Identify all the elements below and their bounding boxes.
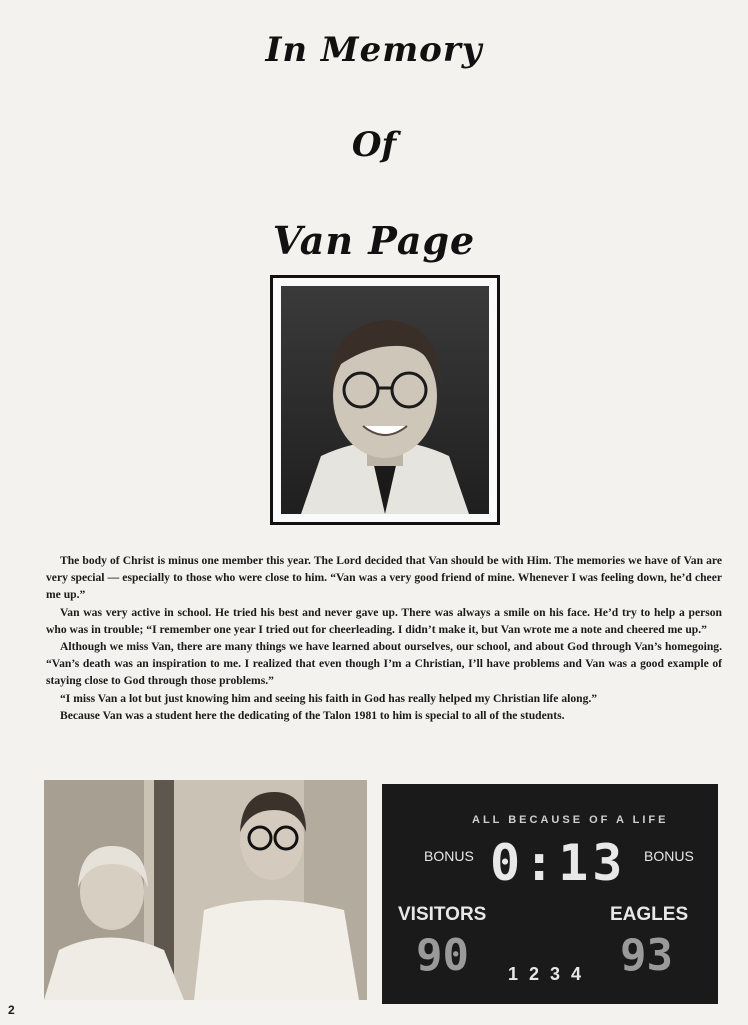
paragraph-5: Because Van was a student here the dedicating of the Talon 1981 to him is special to all of the students. (60, 708, 565, 722)
paragraph-3: Although we miss Van, there are many things we have learned about ourselves, our school, and about God through Van’s homegoing. “Van’s death was an inspiration to me. I realized that even though I’m a Christian, I’ll have problems and Van was a good example of staying close to God through those problems.” (46, 640, 722, 688)
paragraph-4: “I miss Van a lot but just knowing him and seeing his faith in God has really helped my Christian life along.” (60, 691, 598, 705)
paragraph-2: Van was very active in school. He tried his best and never gave up. There was always a smile on his face. He’d try to help a person who was in trouble; “I remember one year I tried out for cheerleading. I didn’t make it, but Van wrote me a note and cheered me up.” (46, 605, 722, 636)
portrait-illustration (281, 286, 489, 514)
photo-parents (44, 780, 367, 1000)
portrait-frame (270, 275, 500, 525)
heading-name: Van Page (272, 218, 476, 263)
paragraph-1: The body of Christ is minus one member this year. The Lord decided that Van should be with Him. The memories we have of Van are very special — especially to those who were close to him. “Van was a very good friend of mine. Whenever I was feeling down, he’d cheer me up.” (46, 554, 722, 602)
portrait-photo (281, 286, 489, 514)
page-number: 2 (8, 1003, 15, 1017)
scoreboard-home-score: 93 (620, 930, 673, 981)
scoreboard-clock: 0:13 (490, 834, 627, 892)
photo-scoreboard (382, 784, 718, 1004)
scoreboard-banner: ALL BECAUSE OF A LIFE (472, 814, 669, 826)
scoreboard-periods: 1 2 3 4 (508, 964, 585, 984)
memorial-text (46, 552, 722, 724)
scoreboard-visitors-label: VISITORS (398, 904, 487, 925)
parents-illustration (44, 780, 367, 1000)
heading-of: Of (351, 125, 397, 165)
heading-in-memory: In Memory (265, 30, 483, 70)
scoreboard-bonus-right: BONUS (644, 848, 694, 864)
scoreboard-home-label: EAGLES (610, 904, 689, 925)
scoreboard-bonus-left: BONUS (424, 848, 474, 864)
scoreboard-visitors-score: 90 (416, 930, 469, 981)
